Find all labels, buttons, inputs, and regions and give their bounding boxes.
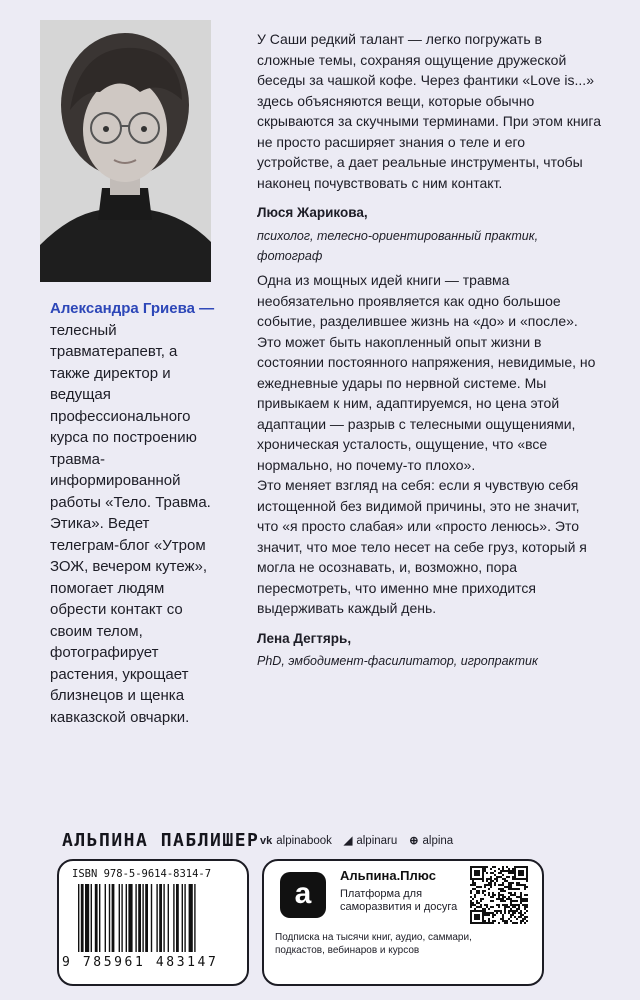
review-quote-2-paragraph-1: Одна из мощных идей книги — травма необязательно проявляется как одно большое событие, разделившее жизнь на «до» и «после». Это может быть накопленный опыт жизни в состоянии постоянного напряжения, невидимые, но ежедневные удары по нервной системе. Мы привыкаем к ним, адаптируемся, но цена этой адаптации — разрыв с телесными ощущениями, хроническая усталость, ощущение, что «все нормально, но почему-то плохо». [257,272,596,473]
social-label-plus: alpina [422,834,454,847]
social-link-plus [409,834,453,847]
ean-digits: 9 785961 483147 [62,955,219,970]
author-photo [40,20,211,282]
author-portrait-illustration [40,20,211,282]
alpina-plus-description: Платформа для саморазвития и досуга [340,888,458,913]
review-quote-1-author: Люся Жарикова, [257,205,368,220]
review-quote-2 [257,270,602,672]
review-quote-1-text: У Саши редкий талант — легко погружать в сложные темы, сохраняя ощущение дружеской беседы за чашкой кофе. Через фантики «Love is...» здесь объясняются вещи, которые обычно скрываются за скучными терминами. При этом книга не просто расширяет знания о теле и его устройстве, а дает реальные инструменты, чтобы наконец почувствовать с ним контакт. [257,31,601,191]
review-quote-2-paragraph-2: Это меняет взгляд на себя: если я чувствую себя истощенной без видимой причины, это не значит, что «я просто слабая» или «просто ленюсь». Это значит, что мое тело несет на себе груз, который я могла не осознавать, и, возможно, пора пересмотреть, что именно мне приходится выдерживать каждый день. [257,477,587,616]
qr-code-icon [470,866,528,924]
barcode-icon [78,884,232,952]
social-link-vk [260,835,332,847]
vk-icon: vk [260,834,273,847]
social-label-vk: alpinabook [276,834,332,847]
alpina-plus-title: Альпина.Плюс [340,868,436,883]
plus-circle-icon: ⊕ [409,835,419,847]
review-quote-2-role: PhD, эмбодимент-фасилитатор, игропрактик [257,654,538,668]
publisher-logo: АЛЬПИНА ПАБЛИШЕР [62,830,260,851]
author-bio-text: телесный травматерапевт, а также директор и ведущая профессионального курса по построению травма-информированной работы «Тело. Травма. Этика». Ведет телеграм-блог «Утром ЗОЖ, вечером кутеж», помогает людям обрести контакт со своим телом, фотографирует растения, укрощает близнецов и щенка кавказской овчарки. [50,321,211,726]
social-link-telegram [344,834,397,847]
alpina-plus-logo-icon: a [280,872,326,918]
author-name: Александра Гриева — [50,300,215,317]
telegram-icon: ◢ [343,835,353,847]
review-quote-2-author: Лена Дегтярь, [257,630,352,646]
isbn-label: ISBN 978-5-9614-8314-7 [72,868,212,880]
review-quote-1 [257,29,602,267]
review-quote-1-role: психолог, телесно-ориентированный практик, фотограф [257,228,539,263]
author-bio [50,298,215,728]
social-links [260,834,453,847]
social-label-telegram: alpinaru [356,834,398,847]
alpina-plus-footer: Подписка на тысячи книг, аудио, саммари, подкастов, вебинаров и курсов [275,932,472,956]
